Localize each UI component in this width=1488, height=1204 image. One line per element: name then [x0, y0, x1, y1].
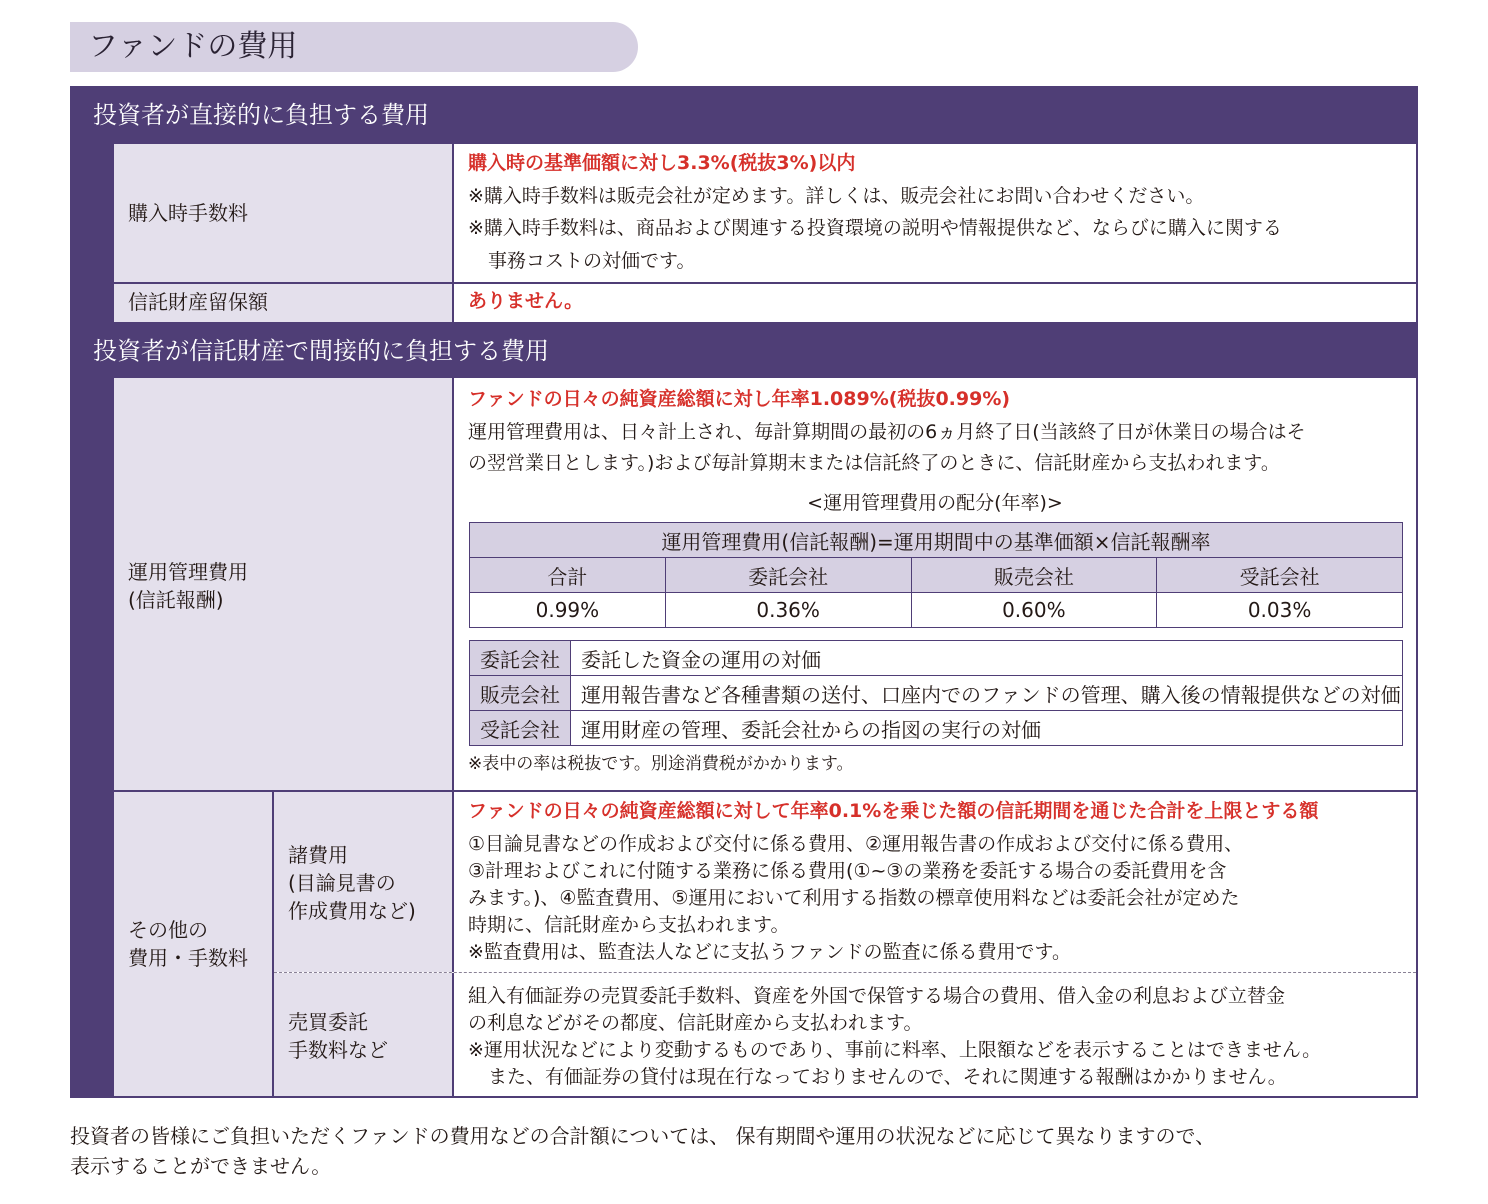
allocation-col-total: 合計 — [470, 558, 666, 593]
misc-line-3: みます。)、④監査費用、⑤運用において利用する指数の標章使用料などは委託会社が定めた — [468, 887, 1240, 909]
role-desc-distributor: 運用報告書など各種書類の送付、口座内でのファンドの管理、購入後の情報提供などの対価 — [571, 676, 1403, 711]
allocation-formula: 運用管理費用(信託報酬)=運用期間中の基準価額×信託報酬率 — [470, 523, 1403, 558]
purchase-fee-note-2b: 事務コストの対価です。 — [488, 250, 696, 272]
allocation-rate-distributor: 0.60% — [911, 593, 1157, 628]
indirect-costs-heading: 投資者が信託財産で間接的に負担する費用 — [93, 337, 549, 365]
purchase-fee-highlight: 購入時の基準価額に対し3.3%(税抜3%)以内 — [468, 152, 856, 174]
other-fees-label-2: 費用・手数料 — [128, 946, 248, 970]
retention-label: 信託財産留保額 — [128, 290, 268, 314]
trading-line-2: の利息などがその都度、信託財産から支払われます。 — [468, 1012, 923, 1034]
role-party-trustee: 受託会社 — [470, 711, 571, 746]
management-fee-highlight: ファンドの日々の純資産総額に対し年率1.089%(税抜0.99%) — [468, 388, 1011, 410]
misc-label-1: 諸費用 — [288, 843, 348, 867]
allocation-caption: <運用管理費用の配分(年率)> — [807, 492, 1063, 514]
retention-value: ありません。 — [468, 290, 584, 312]
misc-label-3: 作成費用など) — [288, 899, 416, 923]
role-party-distributor: 販売会社 — [470, 676, 571, 711]
allocation-rate-manager: 0.36% — [665, 593, 911, 628]
misc-line-4: 時期に、信託財産から支払われます。 — [468, 914, 790, 936]
misc-line-5: ※監査費用は、監査法人などに支払うファンドの監査に係る費用です。 — [468, 941, 1072, 963]
direct-costs-heading: 投資者が直接的に負担する費用 — [93, 101, 429, 129]
footer-note-2: 表示することができません。 — [70, 1154, 332, 1178]
misc-line-1: ①目論見書などの作成および交付に係る費用、②運用報告書の作成および交付に係る費用、 — [468, 833, 1244, 855]
allocation-col-trustee: 受託会社 — [1157, 558, 1403, 593]
trading-line-1: 組入有価証券の売買委託手数料、資産を外国で保管する場合の費用、借入金の利息および立替金 — [468, 985, 1286, 1007]
management-fee-label-2: (信託報酬) — [128, 588, 224, 612]
role-desc-manager: 委託した資金の運用の対価 — [571, 641, 1403, 676]
role-party-manager: 委託会社 — [470, 641, 571, 676]
other-fees-label-1: その他の — [128, 918, 208, 942]
management-fee-desc-1: 運用管理費用は、日々計上され、毎計算期間の最初の6ヵ月終了日(当該終了日が休業日の場合はそ — [468, 421, 1306, 443]
misc-highlight: ファンドの日々の純資産総額に対して年率0.1%を乗じた額の信託期間を通じた合計を上限とする額 — [468, 800, 1319, 822]
trading-label-1: 売買委託 — [288, 1010, 368, 1034]
purchase-fee-label: 購入時手数料 — [128, 201, 248, 225]
role-desc-trustee: 運用財産の管理、委託会社からの指図の実行の対価 — [571, 711, 1403, 746]
page-title: ファンドの費用 — [88, 29, 298, 64]
purchase-fee-note-2a: ※購入時手数料は、商品および関連する投資環境の説明や情報提供など、ならびに購入に関する — [468, 217, 1282, 239]
footer-note-1: 投資者の皆様にご負担いただくファンドの費用などの合計額については、 保有期間や運用の状況などに応じて異なりますので、 — [70, 1124, 1216, 1148]
misc-label-2: (目論見書の — [288, 871, 396, 895]
trading-line-3: ※運用状況などにより変動するものであり、事前に料率、上限額などを表示することはできません。 — [468, 1039, 1322, 1061]
allocation-rate-trustee: 0.03% — [1157, 593, 1403, 628]
trading-line-4: また、有価証券の貸付は現在行なっておりませんので、それに関連する報酬はかかりません。 — [488, 1066, 1287, 1088]
trading-label-2: 手数料など — [288, 1038, 388, 1062]
allocation-table — [469, 522, 1403, 628]
purchase-fee-note-1: ※購入時手数料は販売会社が定めます。詳しくは、販売会社にお問い合わせください。 — [468, 185, 1205, 207]
tax-note: ※表中の率は税抜です。別途消費税がかかります。 — [468, 754, 854, 774]
management-fee-desc-2: の翌営業日とします。)および毎計算期末または信託終了のときに、信託財産から支払われます。 — [468, 452, 1280, 474]
management-fee-label-1: 運用管理費用 — [128, 560, 248, 584]
allocation-rate-total: 0.99% — [470, 593, 666, 628]
misc-line-2: ③計理およびこれに付随する業務に係る費用(①~③の業務を委託する場合の委託費用を含 — [468, 860, 1227, 882]
allocation-col-distributor: 販売会社 — [911, 558, 1157, 593]
roles-table — [469, 640, 1403, 746]
allocation-col-manager: 委託会社 — [665, 558, 911, 593]
